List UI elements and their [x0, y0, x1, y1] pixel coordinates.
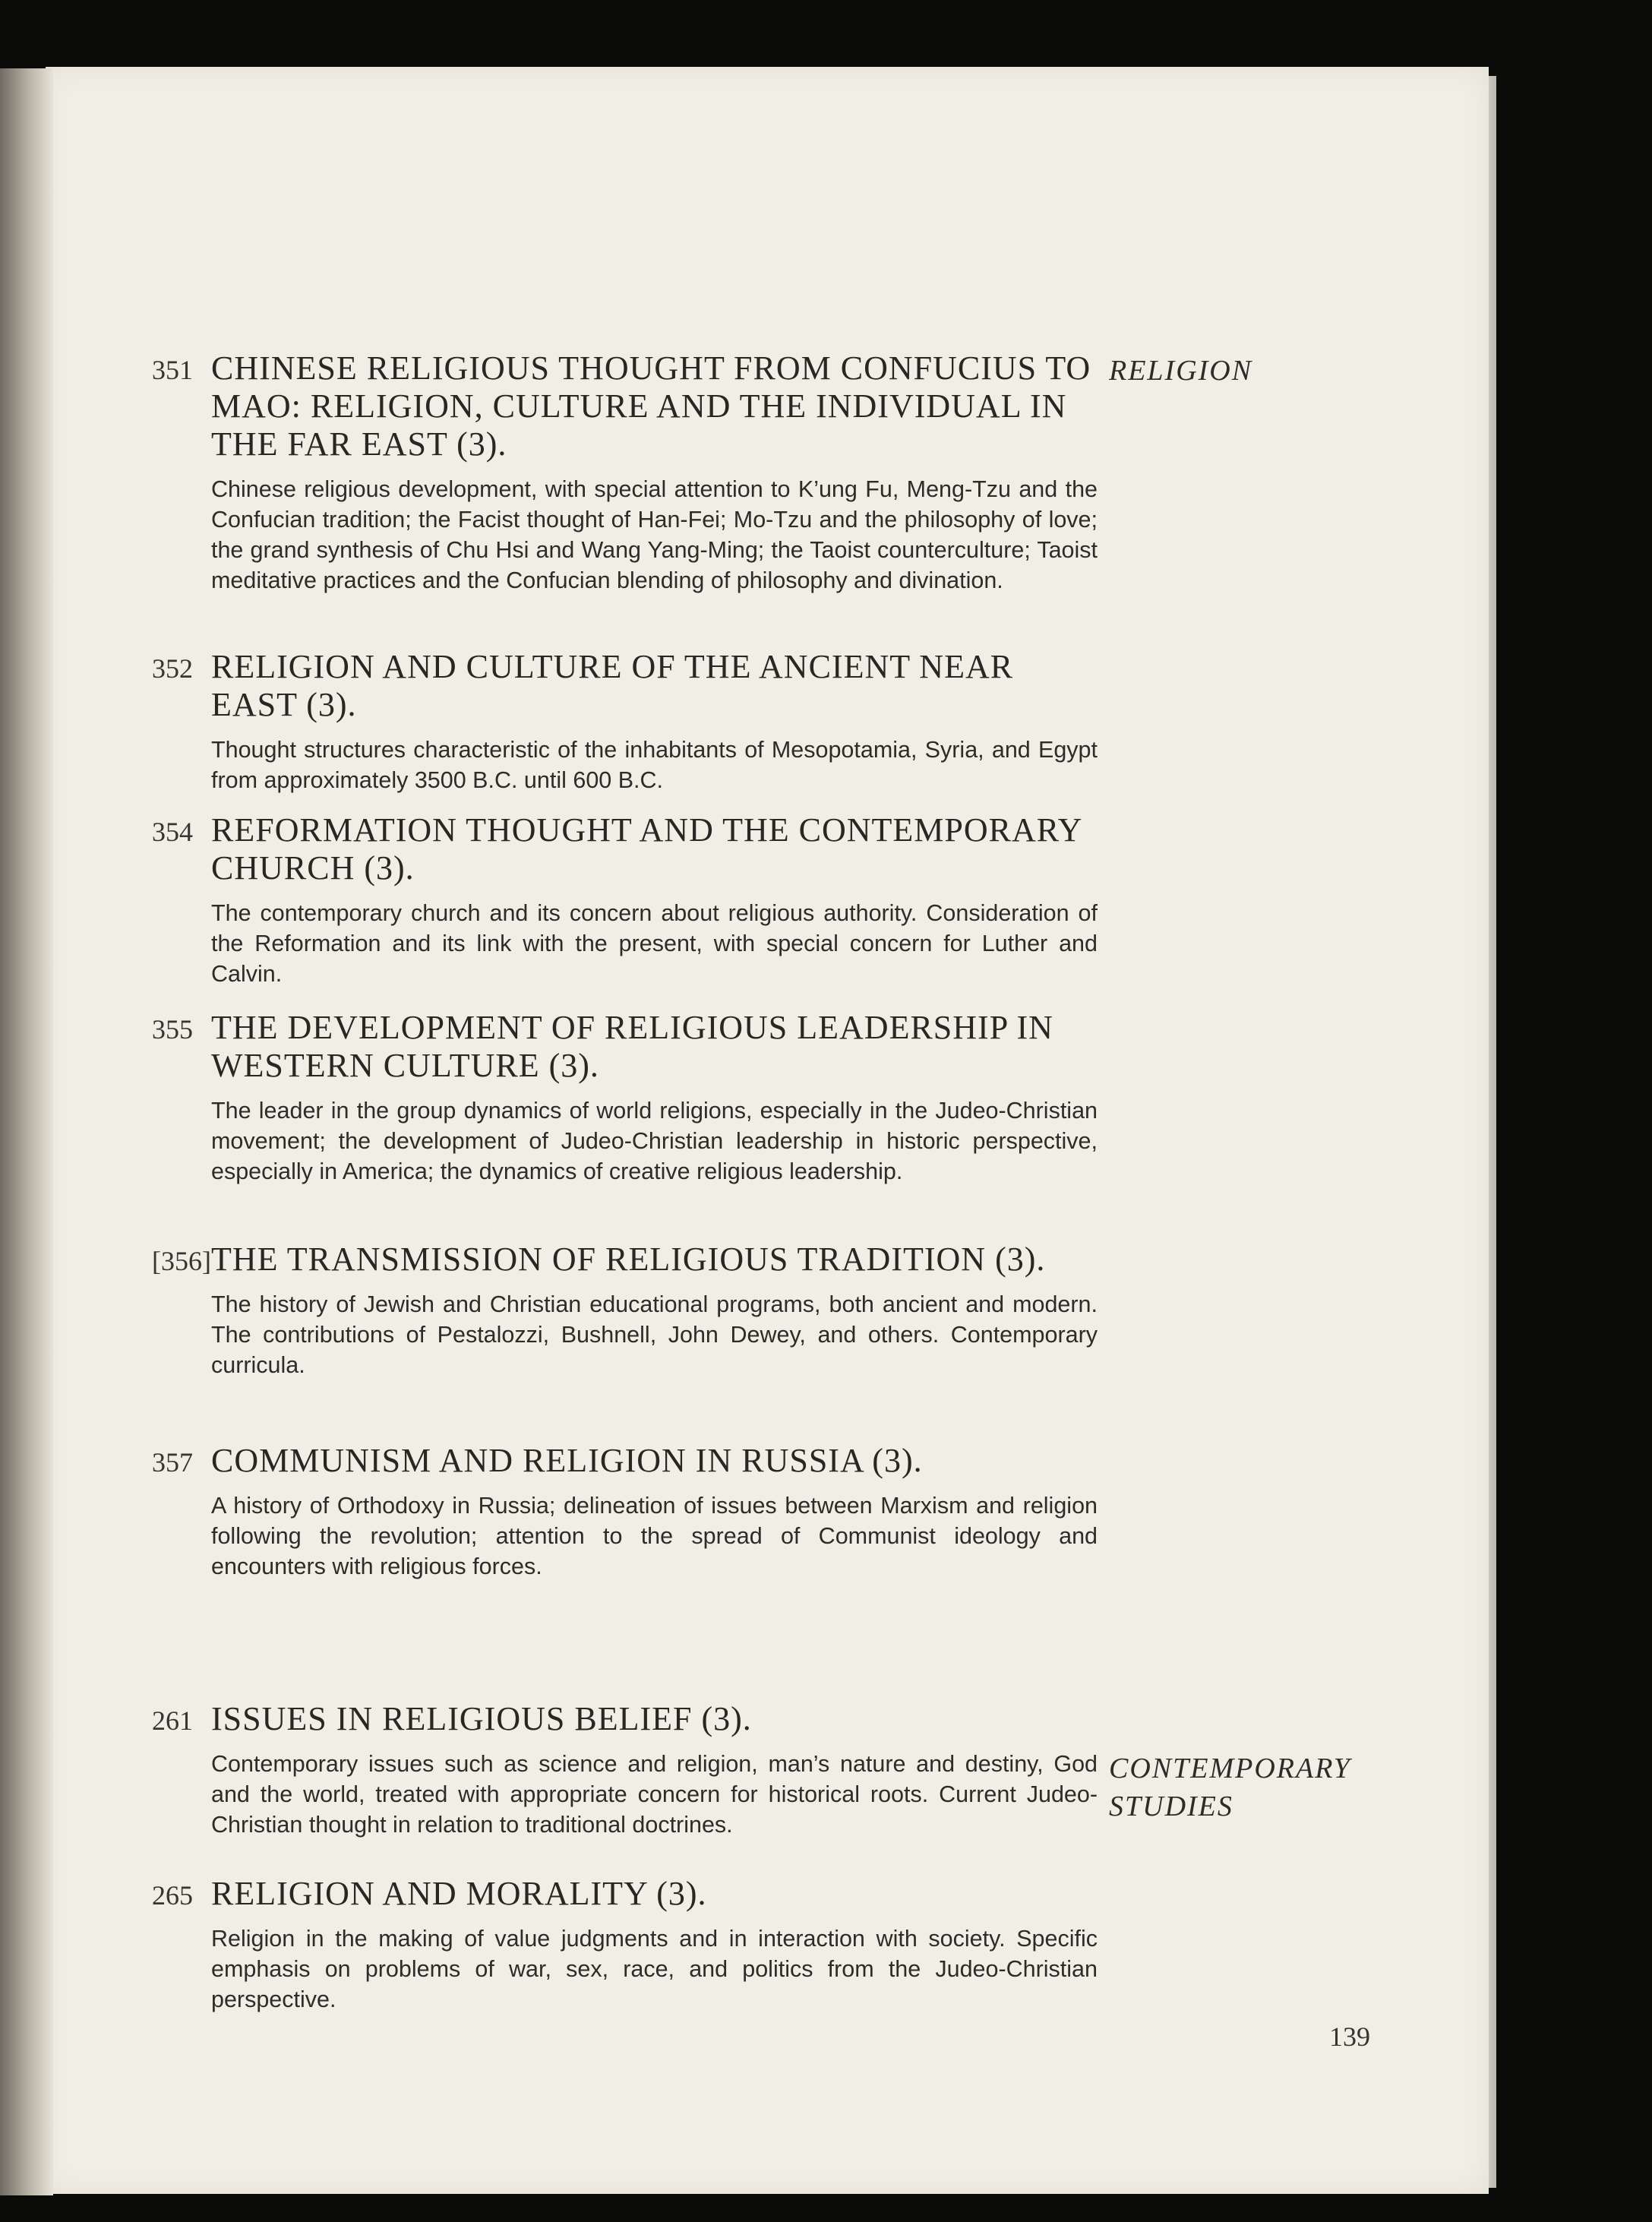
binding-gutter: [0, 68, 53, 2195]
page-number: 139: [1329, 2021, 1370, 2052]
catalog-page: [46, 67, 1489, 2194]
section-label-line: CONTEMPORARY: [1109, 1753, 1351, 1784]
course-title: RELIGION AND MORALITY (3).: [211, 1875, 707, 1912]
course-number: 352: [152, 653, 193, 684]
course-title: CHINESE RELIGIOUS THOUGHT FROM CONFUCIUS TO MAO: RELIGION, CULTURE AND THE INDIVIDUAL IN THE FAR EAST (3).: [211, 349, 1091, 463]
section-label-contemporary-studies: [1109, 1749, 1351, 1825]
course-number: 355: [152, 1014, 193, 1045]
course-entry: [152, 1700, 1098, 1840]
course-description: The leader in the group dynamics of world religions, especially in the Judeo-Christian movement; the development of Judeo-Christian leadership in historic perspective, especially in America; the dynamics of creative religious leadership.: [211, 1098, 1098, 1184]
course-description: The history of Jewish and Christian educational programs, both ancient and modern. The contributions of Pestalozzi, Bushnell, John Dewey, and others. Contemporary curricula.: [211, 1291, 1098, 1378]
course-entry: [152, 349, 1098, 596]
course-number: 265: [152, 1880, 193, 1911]
course-number: [356]: [152, 1246, 211, 1276]
course-entry: [152, 648, 1098, 795]
course-description: Chinese religious development, with special attention to K’ung Fu, Meng-Tzu and the Confucian tradition; the Facist thought of Han-Fei; Mo-Tzu and the philosophy of love; the grand synthesis of Chu Hsi and Wang Yang-Ming; the Taoist counterculture; Taoist meditative practices and the Confucian blending of philosophy and divination.: [211, 476, 1098, 593]
course-number: 357: [152, 1447, 193, 1478]
section-label-line: STUDIES: [1109, 1791, 1233, 1822]
course-title: COMMUNISM AND RELIGION IN RUSSIA (3).: [211, 1442, 923, 1479]
course-entry: [152, 1875, 1098, 2015]
course-description: A history of Orthodoxy in Russia; delineation of issues between Marxism and religion following the revolution; attention to the spread of Communist ideology and encounters with religious forces.: [211, 1493, 1098, 1579]
course-number: 351: [152, 355, 193, 385]
course-title: THE DEVELOPMENT OF RELIGIOUS LEADERSHIP IN WESTERN CULTURE (3).: [211, 1009, 1053, 1084]
course-entry: [152, 811, 1098, 989]
course-entry: [152, 1442, 1098, 1582]
section-label-religion: RELIGION: [1109, 355, 1253, 387]
course-description: Religion in the making of value judgments and in interaction with society. Specific emphasis on problems of war, sex, race, and politics from the Judeo-Christian perspective.: [211, 1926, 1098, 2012]
course-description: The contemporary church and its concern about religious authority. Consideration of the Reformation and its link with the present, with special concern for Luther and Calvin.: [211, 900, 1098, 987]
course-description: Contemporary issues such as science and religion, man’s nature and destiny, God and the world, treated with appropriate concern for historical roots. Current Judeo-Christian thought in relation to traditional doctrines.: [211, 1751, 1098, 1838]
course-title: REFORMATION THOUGHT AND THE CONTEMPORARY CHURCH (3).: [211, 811, 1082, 887]
course-entry: [152, 1241, 1098, 1380]
course-number: 261: [152, 1705, 193, 1736]
course-title: RELIGION AND CULTURE OF THE ANCIENT NEAR EAST (3).: [211, 648, 1014, 723]
course-description: Thought structures characteristic of the inhabitants of Mesopotamia, Syria, and Egypt from approximately 3500 B.C. until 600 B.C.: [211, 737, 1098, 793]
course-number: 354: [152, 817, 193, 847]
course-title: ISSUES IN RELIGIOUS BELIEF (3).: [211, 1700, 752, 1737]
course-entry: [152, 1009, 1098, 1187]
course-title: THE TRANSMISSION OF RELIGIOUS TRADITION (3).: [211, 1241, 1046, 1278]
